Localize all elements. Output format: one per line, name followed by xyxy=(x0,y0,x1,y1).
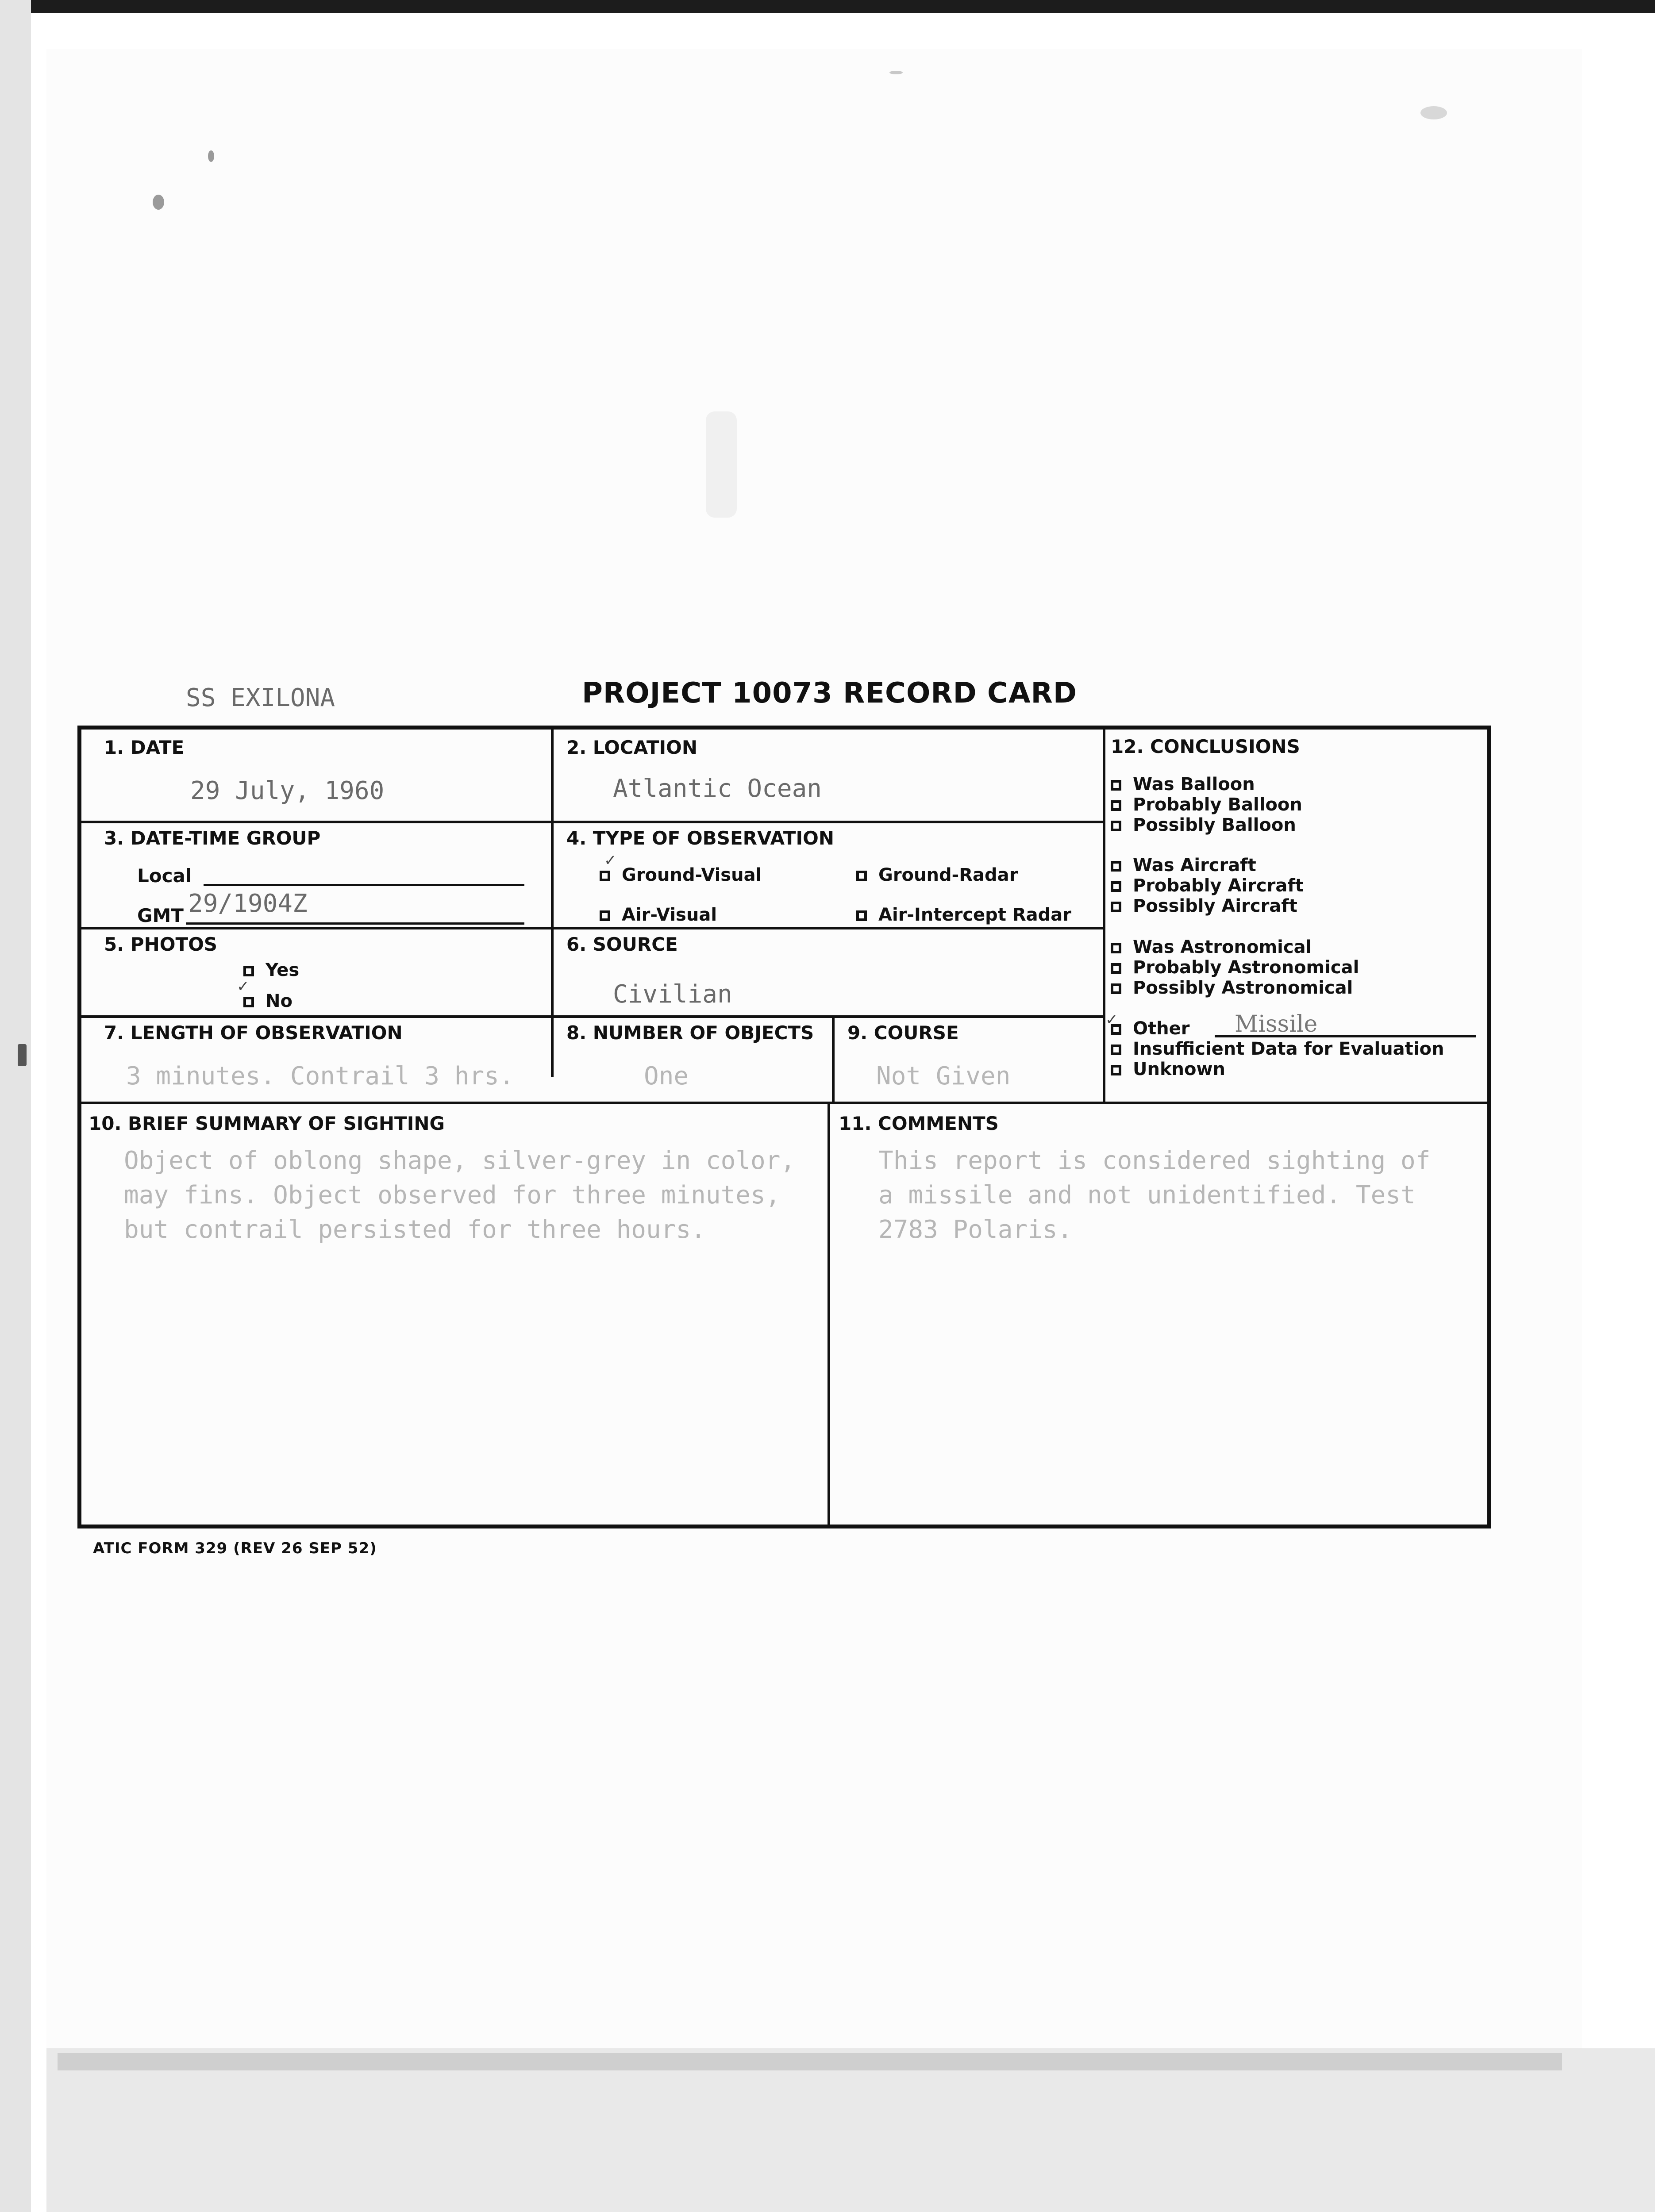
local-underline xyxy=(204,884,524,886)
location-label: 2. LOCATION xyxy=(566,737,697,758)
gmt-label: GMT xyxy=(137,905,184,926)
conclusion-other[interactable]: Other xyxy=(1111,1018,1444,1039)
check-mark-icon: ✓ xyxy=(1105,1011,1118,1029)
gmt-underline xyxy=(186,922,524,925)
checkbox[interactable] xyxy=(856,910,867,921)
course-value: Not Given xyxy=(876,1062,1011,1091)
divider xyxy=(551,728,554,1077)
scan-border-left xyxy=(0,0,31,2212)
conclusions-balloon-group xyxy=(1111,774,1302,835)
smudge-mark xyxy=(18,1044,27,1066)
smudge-mark xyxy=(1420,106,1447,119)
option-photos-no[interactable]: No xyxy=(243,991,293,1011)
number-of-objects-label: 8. NUMBER OF OBJECTS xyxy=(566,1022,814,1044)
course-label: 9. COURSE xyxy=(847,1022,959,1044)
option-ground-radar[interactable]: Ground-Radar xyxy=(856,865,1018,885)
checkbox[interactable] xyxy=(243,997,254,1007)
checkbox[interactable] xyxy=(1111,1045,1121,1055)
checkbox[interactable] xyxy=(1111,800,1121,811)
summary-text: Object of oblong shape, silver-grey in color, may fins. Object observed for three minutes, but contrail persisted for three hours. xyxy=(124,1146,796,1244)
checkbox[interactable] xyxy=(1111,881,1121,892)
location-value: Atlantic Ocean xyxy=(613,774,822,803)
date-label: 1. DATE xyxy=(104,737,185,758)
local-label: Local xyxy=(137,865,192,887)
conclusion-was-balloon[interactable]: Was Balloon xyxy=(1111,774,1302,795)
conclusion-probably-aircraft[interactable]: Probably Aircraft xyxy=(1111,876,1304,896)
conclusion-possibly-astronomical[interactable]: Possibly Astronomical xyxy=(1111,978,1359,998)
conclusions-astronomical-group xyxy=(1111,937,1359,998)
option-ground-visual[interactable]: Ground-Visual xyxy=(600,865,762,885)
other-value: Missile xyxy=(1235,1011,1318,1037)
divider xyxy=(80,821,1104,823)
divider xyxy=(828,1104,830,1526)
comments-label: 11. COMMENTS xyxy=(839,1113,999,1134)
conclusion-unknown[interactable]: Unknown xyxy=(1111,1059,1444,1079)
date-time-group-label: 3. DATE-TIME GROUP xyxy=(104,827,321,849)
checkbox[interactable] xyxy=(1111,861,1121,872)
paper-edge-shadow xyxy=(58,2053,1562,2070)
scan-border-top xyxy=(0,0,1655,13)
conclusion-possibly-aircraft[interactable]: Possibly Aircraft xyxy=(1111,896,1304,916)
summary-label: 10. BRIEF SUMMARY OF SIGHTING xyxy=(89,1113,445,1134)
conclusion-probably-balloon[interactable]: Probably Balloon xyxy=(1111,795,1302,815)
check-mark-icon: ✓ xyxy=(604,852,617,869)
type-of-observation-label: 4. TYPE OF OBSERVATION xyxy=(566,827,835,849)
checkbox[interactable] xyxy=(1111,943,1121,953)
card-title: PROJECT 10073 RECORD CARD xyxy=(582,677,1077,710)
conclusion-possibly-balloon[interactable]: Possibly Balloon xyxy=(1111,815,1302,835)
paper-lower-margin xyxy=(46,2048,1655,2212)
comments-text: This report is considered sighting of a missile and not unidentified. Test 2783 Polaris. xyxy=(878,1146,1431,1244)
divider xyxy=(80,927,1104,929)
option-photos-yes[interactable]: Yes xyxy=(243,960,299,980)
source-value: Civilian xyxy=(613,980,732,1009)
gmt-value: 29/1904Z xyxy=(188,889,308,918)
smudge-mark xyxy=(706,411,737,518)
divider xyxy=(832,1018,835,1104)
checkbox[interactable] xyxy=(856,871,867,881)
check-mark-icon: ✓ xyxy=(237,978,250,995)
divider xyxy=(1103,728,1105,1104)
conclusion-probably-astronomical[interactable]: Probably Astronomical xyxy=(1111,957,1359,978)
reference-label: SS EXILONA xyxy=(186,684,335,712)
number-of-objects-value: One xyxy=(644,1062,689,1091)
smudge-mark xyxy=(889,71,903,74)
conclusions-aircraft-group xyxy=(1111,855,1304,916)
checkbox[interactable] xyxy=(1111,1065,1121,1075)
conclusion-was-aircraft[interactable]: Was Aircraft xyxy=(1111,855,1304,876)
divider xyxy=(80,1015,1104,1018)
option-air-intercept-radar[interactable]: Air-Intercept Radar xyxy=(856,905,1071,925)
conclusion-was-astronomical[interactable]: Was Astronomical xyxy=(1111,937,1359,957)
conclusions-label: 12. CONCLUSIONS xyxy=(1111,736,1300,757)
divider xyxy=(80,1102,1489,1104)
checkbox[interactable] xyxy=(600,910,610,921)
length-of-observation-label: 7. LENGTH OF OBSERVATION xyxy=(104,1022,403,1044)
smudge-mark xyxy=(208,150,214,162)
checkbox[interactable] xyxy=(1111,821,1121,831)
checkbox[interactable] xyxy=(243,966,254,976)
smudge-mark xyxy=(153,195,164,210)
form-identifier: ATIC FORM 329 (REV 26 SEP 52) xyxy=(93,1540,377,1557)
checkbox[interactable] xyxy=(600,871,610,881)
date-value: 29 July, 1960 xyxy=(190,776,385,805)
checkbox[interactable] xyxy=(1111,963,1121,974)
checkbox[interactable] xyxy=(1111,983,1121,994)
option-air-visual[interactable]: Air-Visual xyxy=(600,905,717,925)
photos-label: 5. PHOTOS xyxy=(104,933,218,955)
checkbox[interactable] xyxy=(1111,902,1121,912)
conclusion-insufficient-data[interactable]: Insufficient Data for Evaluation xyxy=(1111,1039,1444,1059)
source-label: 6. SOURCE xyxy=(566,933,678,955)
checkbox[interactable] xyxy=(1111,780,1121,791)
length-of-observation-value: 3 minutes. Contrail 3 hrs. xyxy=(126,1062,514,1091)
